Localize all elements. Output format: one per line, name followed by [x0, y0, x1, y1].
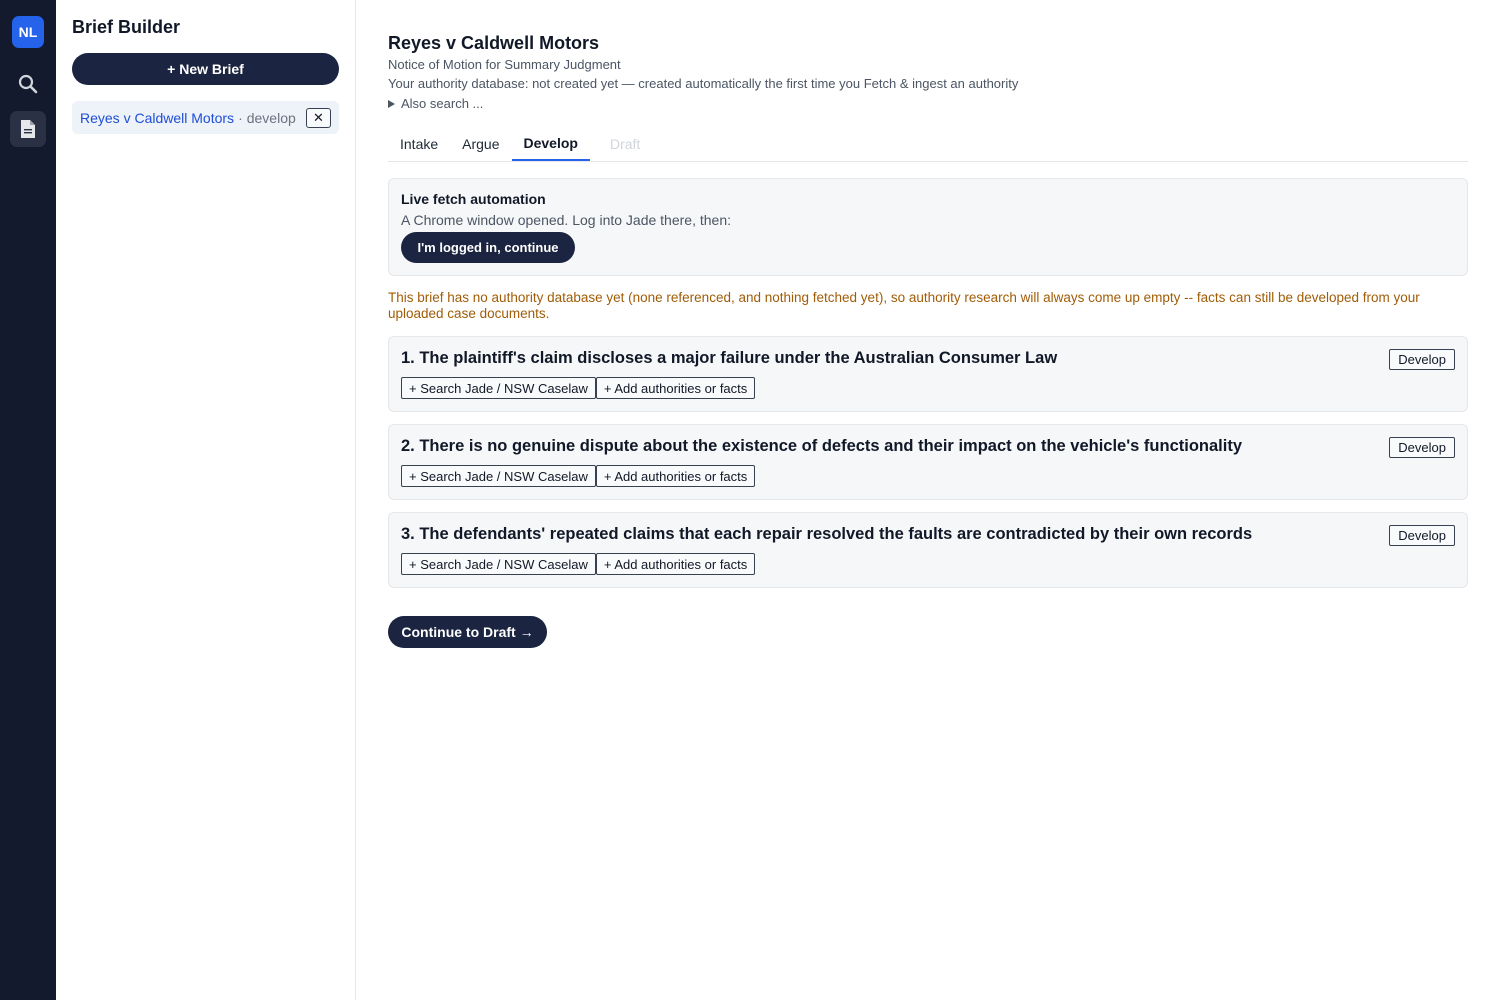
document-icon — [19, 119, 37, 139]
argument-actions — [401, 465, 1455, 487]
brief-stage: develop — [246, 109, 296, 126]
live-fetch-title: Live fetch automation — [401, 191, 546, 207]
argument-title: 1. The plaintiff's claim discloses a major failure under the Australian Consumer Law — [401, 349, 1058, 367]
argument-card — [388, 512, 1468, 588]
app-rail — [0, 0, 56, 1000]
tab-develop[interactable]: Develop — [512, 126, 590, 161]
disclosure-triangle-icon — [388, 100, 395, 108]
develop-button[interactable]: Develop — [1389, 437, 1455, 458]
develop-button[interactable]: Develop — [1389, 525, 1455, 546]
tab-argue[interactable]: Argue — [462, 135, 500, 152]
rail-search-button[interactable] — [10, 66, 46, 102]
live-fetch-description: A Chrome window opened. Log into Jade there, then: — [401, 212, 731, 228]
brief-name[interactable]: Reyes v Caldwell Motors — [80, 109, 235, 126]
brief-list-item[interactable] — [72, 101, 339, 134]
sidebar-title: Brief Builder — [72, 17, 181, 37]
argument-card — [388, 336, 1468, 412]
search-caselaw-button[interactable]: + Search Jade / NSW Caselaw — [401, 553, 596, 575]
argument-actions — [401, 377, 1455, 399]
add-authorities-button[interactable]: + Add authorities or facts — [596, 377, 755, 399]
continue-to-draft-button[interactable]: Continue to Draft → — [388, 616, 547, 648]
search-caselaw-button[interactable]: + Search Jade / NSW Caselaw — [401, 465, 596, 487]
argument-card — [388, 424, 1468, 500]
stage-tabs — [388, 126, 1468, 162]
brief-separator: · — [238, 109, 243, 126]
also-search-toggle[interactable] — [388, 96, 483, 111]
tab-intake[interactable]: Intake — [400, 135, 439, 152]
develop-button[interactable]: Develop — [1389, 349, 1455, 370]
tab-draft: Draft — [609, 135, 641, 152]
also-search-label: Also search ... — [401, 96, 484, 111]
no-database-warning: This brief has no authority database yet (none referenced, and nothing fetched yet), so authority research will always come up empty -- facts can still be developed from your uploaded case documents. — [388, 290, 1420, 321]
page-title: Reyes v Caldwell Motors — [388, 33, 600, 53]
argument-title: 3. The defendants' repeated claims that each repair resolved the faults are contradicted by their own records — [401, 525, 1253, 543]
close-brief-button[interactable]: ✕ — [306, 108, 331, 128]
search-caselaw-button[interactable]: + Search Jade / NSW Caselaw — [401, 377, 596, 399]
add-authorities-button[interactable]: + Add authorities or facts — [596, 553, 755, 575]
argument-title: 2. There is no genuine dispute about the existence of defects and their impact on the vehicle's functionality — [401, 437, 1243, 455]
rail-documents-button[interactable] — [10, 111, 46, 147]
page-subtitle: Notice of Motion for Summary Judgment — [388, 57, 621, 72]
live-fetch-panel — [388, 178, 1468, 276]
add-authorities-button[interactable]: + Add authorities or facts — [596, 465, 755, 487]
authority-db-status: Your authority database: not created yet — created automatically the first time you Fetch & ingest an authority — [388, 76, 1019, 91]
new-brief-button[interactable]: + New Brief — [72, 53, 339, 85]
logged-in-continue-button[interactable]: I'm logged in, continue — [401, 232, 575, 263]
sidebar — [56, 0, 356, 1000]
search-icon — [18, 74, 38, 94]
argument-actions — [401, 553, 1455, 575]
user-avatar[interactable]: NL — [12, 16, 44, 48]
